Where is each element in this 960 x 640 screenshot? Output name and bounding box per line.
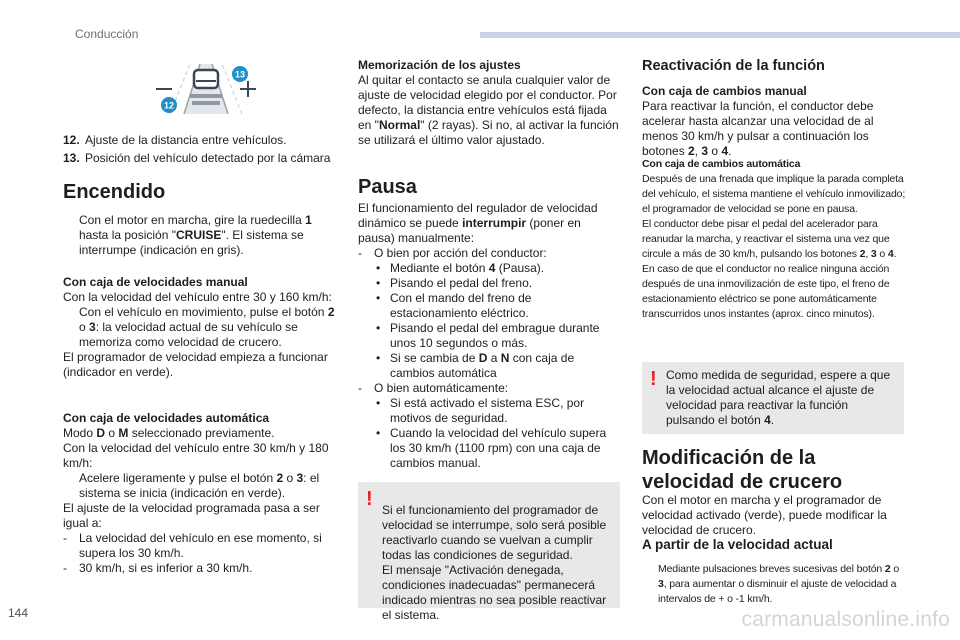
list-item: - La velocidad del vehículo en ese momento, si supera los 30 km/h. xyxy=(63,531,322,560)
modificacion-text: Con el motor en marcha y el programador de velocidad activado (verde), puede modificar la velocidad de crucero. xyxy=(642,493,887,537)
legend-num: 13. xyxy=(63,151,80,165)
warning-text: Si el funcionamiento del programador de velocidad se interrumpe, solo será posible reactivarlo cuando se vuelvan a cumplir todas las condiciones de seguridad. El mensaje "Activación denegada, condiciones inadecuadas" permanecerá indicado mientras no sea posible reactivar el sistema. xyxy=(382,503,607,622)
manual-title: Con caja de velocidades manual xyxy=(63,275,248,289)
memo-block: Memorización de los ajustes Al quitar el contacto se anula cualquier valor de ajuste de velocidad elegido por el conductor. Por defecto, la distancia entre vehículos está fijada en "Normal" (2 rayas). Si no, al activar la función se utilizará el último valor ajustado. xyxy=(358,58,619,147)
legend-text: Ajuste de la distancia entre vehículos. xyxy=(85,133,287,147)
cruise-distance-figure xyxy=(150,58,262,120)
callout-12-label: 12 xyxy=(163,100,175,111)
heading-pausa: Pausa xyxy=(358,176,417,198)
list-item: - O bien automáticamente: xyxy=(358,381,509,395)
list-item: • Cuando la velocidad del vehículo supera los 30 km/h (1100 rpm) con una caja de cambios manual. xyxy=(376,426,607,470)
header-bar xyxy=(480,32,960,38)
manual-gearbox-block: Con caja de velocidades manual Con la velocidad del vehículo entre 30 y 160 km/h: Con el vehículo en movimiento, pulse el botón 2 o 3: la velocidad actual de su vehículo se memoriza como velocidad de crucero. El programador de velocidad empieza a funcionar (indicador en verde). xyxy=(63,275,341,380)
page-number: 144 xyxy=(8,606,29,620)
heading-velocidad-actual: A partir de la velocidad actual xyxy=(642,537,833,552)
watermark: carmanualsonline.info xyxy=(741,608,950,631)
list-item: • Mediante el botón 4 (Pausa). xyxy=(376,261,545,275)
callout-13-label: 13 xyxy=(234,69,246,80)
reactivation-auto: Con caja de cambios automática Después de una frenada que implique la parada completa del vehículo, el sistema mantiene el vehículo inmovilizado; el programador de velocidad se pone en pausa. El conductor debe pisar el pedal del acelerador para reanudar la marcha, y reactivar el sistema una vez que circule a más de 30 km/h, pulsando los botones 2, 3 o 4. En caso de que el conductor no realice ninguna acción después de una inmovilización de este tipo, el freno de estacionamiento eléctrico se pone automáticamente transcurridos unos instantes (aprox. cinco minutos). xyxy=(642,158,906,320)
warning-icon: ! xyxy=(650,368,657,390)
list-item: • Pisando el pedal del embrague durante unos 10 segundos o más. xyxy=(376,321,600,350)
velocidad-actual-step: Mediante pulsaciones breves sucesivas del botón 2 o 3, para aumentar o disminuir el ajuste de velocidad a intervalos de + o -1 km/h. xyxy=(658,563,900,605)
auto-gearbox-block: Con caja de velocidades automática Modo D o M seleccionado previamente. Con la velocidad del vehículo entre 30 km/h y 180 km/h: Acelere ligeramente y pulse el botón 2 o 3: el sistema se inicia (indicación en verde). El ajuste de la velocidad programada pasa a ser igual a: - La velocidad del vehículo en ese momento, si supera los 30 km/h. - 30 km/h, si es inferior a 30 km/h. xyxy=(63,411,341,576)
heading-reactivacion: Reactivación de la función xyxy=(642,58,825,74)
auto-title: Con caja de velocidades automática xyxy=(63,411,270,425)
warning-icon: ! xyxy=(366,488,373,510)
list-item: • Pisando el pedal del freno. xyxy=(376,276,533,290)
heading-modificacion: Modificación de la velocidad de crucero xyxy=(642,447,843,493)
reactivation-manual: Con caja de cambios manual Para reactivar la función, el conductor debe acelerar hasta alcanzar una velocidad de al menos 30 km/h y pulsar a continuación los botones 2, 3 o 4. xyxy=(642,84,874,158)
encendido-intro: Con el motor en marcha, gire la ruedecilla 1 hasta la posición "CRUISE". El sistema se interrumpe (indicación en gris). xyxy=(79,213,312,257)
section-header: Conducción xyxy=(75,27,139,41)
memo-title: Memorización de los ajustes xyxy=(358,58,521,72)
legend-text: Posición del vehículo detectado por la cámara xyxy=(85,151,331,165)
list-item: • Con el mando del freno de estacionamiento eléctrico. xyxy=(376,291,532,320)
list-item: • Si se cambia de D a N con caja de cambios automática xyxy=(376,351,575,380)
figure-legend xyxy=(63,133,341,166)
warning-box-pausa xyxy=(358,482,620,622)
heading-encendido: Encendido xyxy=(63,181,166,203)
list-item: - 30 km/h, si es inferior a 30 km/h. xyxy=(63,561,253,575)
list-item: • Si está activado el sistema ESC, por motivos de seguridad. xyxy=(376,396,585,425)
list-item: - O bien por acción del conductor: xyxy=(358,246,547,260)
warning-box-reactivation: ! Como medida de seguridad, espere a que la velocidad actual alcance el ajuste de velocidad para reactivar la función pulsando el botón 4. xyxy=(642,362,904,434)
legend-num: 12. xyxy=(63,133,80,147)
pausa-block: El funcionamiento del regulador de velocidad dinámico se puede interrumpir (poner en pausa) manualmente: - O bien por acción del conductor: • Mediante el botón 4 (Pausa). • Pisando el pedal del freno. • Con el mando del freno de estacionamiento eléctrico. • Pisando el pedal del embrague durante unos 10 segundos o más. • Si se cambia de D a N con caja de cambios automática - O bien automáticamente: • Si está activado el sistema ESC, por motivos de seguridad. • Cuando la velocidad del vehículo supera los 30 km/h (1100 rpm) con una caja de cambios manual. xyxy=(358,201,620,471)
